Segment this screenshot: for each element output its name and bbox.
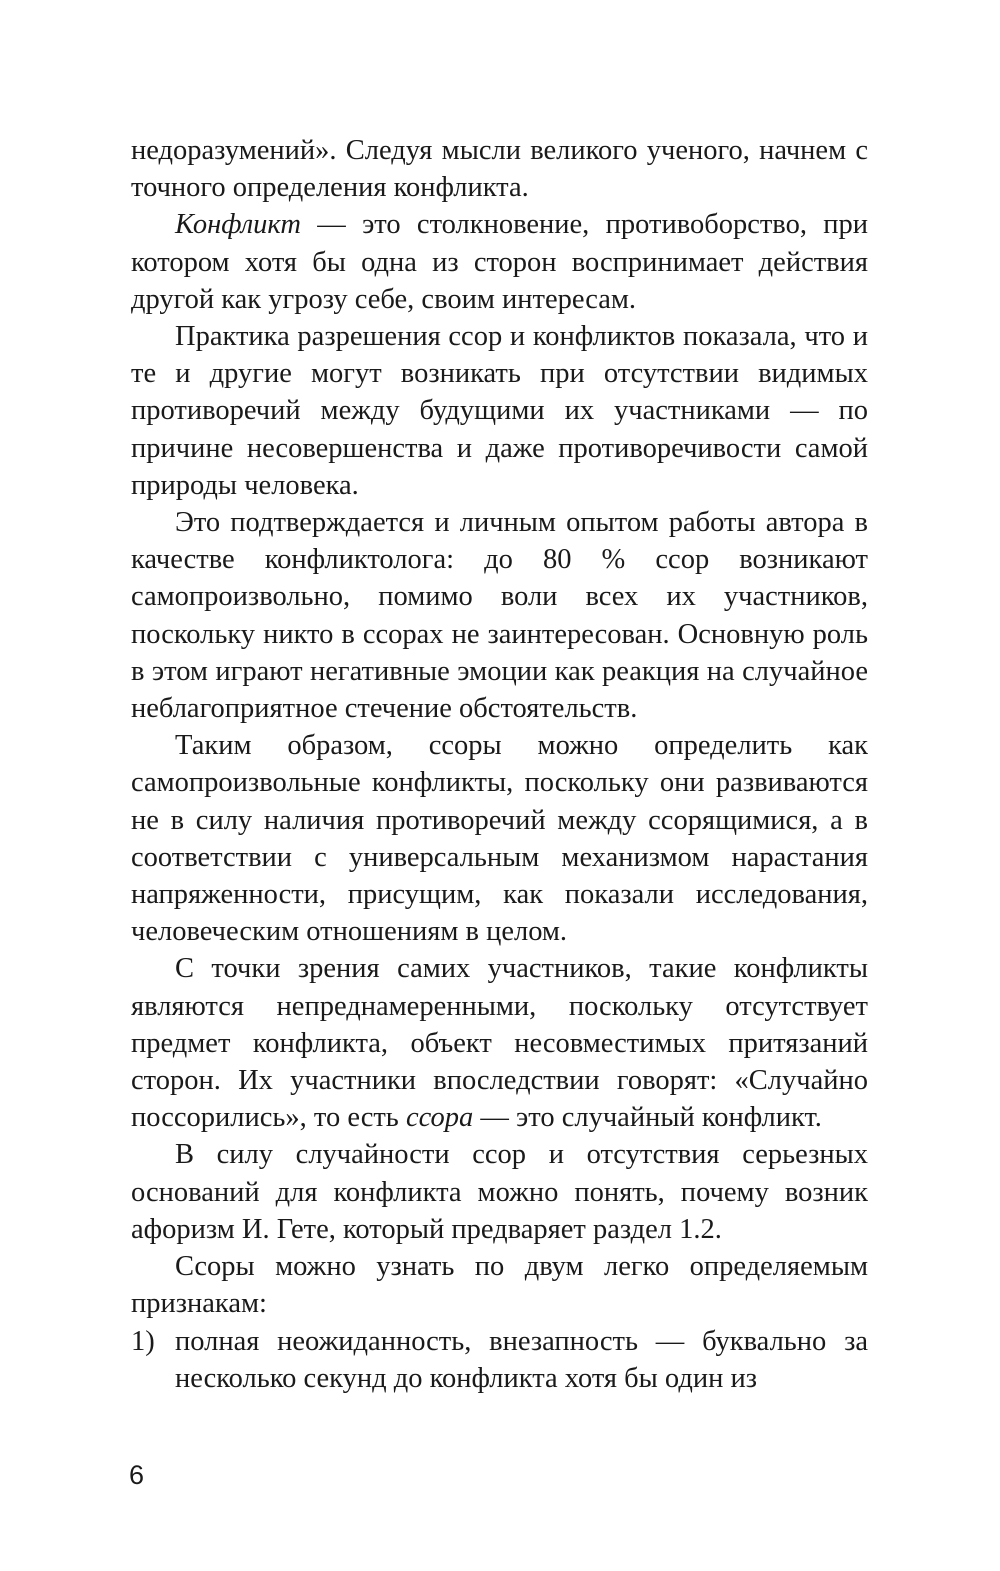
paragraph-4 bbox=[131, 504, 868, 727]
term-ssora: ссора bbox=[405, 1102, 474, 1134]
list-marker: 1) bbox=[131, 1325, 155, 1357]
numbered-list bbox=[131, 1323, 868, 1397]
paragraph-4-text: Это подтверждается и личным опытом работы автора в качестве конфликтолога: до 80 % ссор возникают самопроизвольно, помимо воли всех их участников, поскольку никто в ссорах не заинтересован. Основную роль в этом играют негативные эмоции как реакция на случайное неблагоприятное стечение обстоятельств. bbox=[131, 507, 868, 725]
paragraph-6-text-a: С точки зрения самих участников, такие конфликты являются непреднамеренными, поскольку отсутствует предмет конфликта, объект несовместимых притязаний сторон. Их участники впоследствии говорят: «Случайно поссорились», то есть bbox=[131, 953, 868, 1134]
paragraph-7-text: В силу случайности ссор и отсутствия серьезных оснований для конфликта можно понять, почему возник афоризм И. Гете, который предваряет раздел 1.2. bbox=[131, 1139, 868, 1245]
paragraph-8-text: Ссоры можно узнать по двум легко определяемым признакам: bbox=[131, 1251, 868, 1320]
paragraph-8 bbox=[131, 1248, 868, 1322]
paragraph-2-text: — это столкновение, противоборство, при котором хотя бы одна из сторон воспринимает действия другой как угрозу себе, своим интересам. bbox=[131, 209, 868, 315]
paragraph-6-text-b: — это случайный конфликт. bbox=[473, 1102, 822, 1134]
term-konflikt: Конфликт bbox=[175, 209, 301, 241]
paragraph-2 bbox=[131, 206, 868, 318]
paragraph-1 bbox=[131, 132, 868, 206]
list-item-text: полная неожиданность, внезапность — буквально за несколько секунд до конфликта хотя бы один из bbox=[175, 1325, 868, 1394]
body-text bbox=[131, 132, 868, 1397]
paragraph-5 bbox=[131, 727, 868, 950]
paragraph-5-text: Таким образом, ссоры можно определить как самопроизвольные конфликты, поскольку они развиваются не в силу наличия противоречий между ссорящимися, а в соответствии с универсальным механизмом нарастания напряженности, присущим, как показали исследования, человеческим отношениям в целом. bbox=[131, 730, 868, 948]
list-item bbox=[131, 1323, 868, 1397]
paragraph-3 bbox=[131, 318, 868, 504]
paragraph-7 bbox=[131, 1136, 868, 1248]
paragraph-3-text: Практика разрешения ссор и конфликтов показала, что и те и другие могут возникать при отсутствии видимых противоречий между будущими их участниками — по причине несовершенства и даже противоречивости самой природы человека. bbox=[131, 321, 868, 501]
page-number: 6 bbox=[129, 1460, 145, 1490]
paragraph-6 bbox=[131, 950, 868, 1136]
paragraph-1-text: недоразумений». Следуя мысли великого ученого, начнем с точного определения конфликта. bbox=[131, 135, 868, 204]
